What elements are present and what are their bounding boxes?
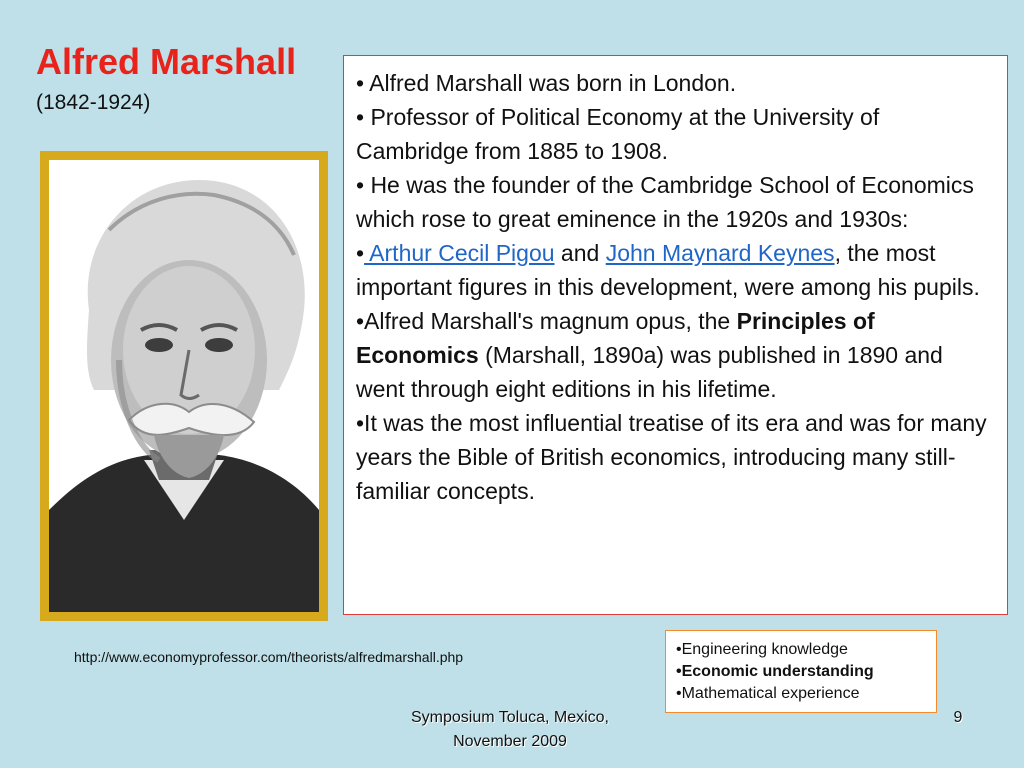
main-text-box <box>343 55 1008 615</box>
bullet-pupils-suffix: , the most important figures in this development, were among his pupils. <box>356 240 980 300</box>
keynes-link[interactable]: John Maynard Keynes <box>605 240 835 266</box>
bullet-professor: • Professor of Political Economy at the University of Cambridge from 1885 to 1908. <box>356 104 880 164</box>
footer-line-1: Symposium Toluca, Mexico, <box>411 709 609 726</box>
portrait-frame <box>40 151 328 621</box>
bullet-opus <box>356 304 997 406</box>
bullet-born: • Alfred Marshall was born in London. <box>356 70 737 96</box>
footer-line-2: November 2009 <box>453 733 567 750</box>
bullet-pupils <box>356 236 997 304</box>
bullet-pupils-prefix: • <box>356 240 365 266</box>
bullet-pupils-and: and <box>554 240 606 266</box>
skill-economic: •Economic understanding <box>676 663 874 680</box>
footer-event <box>360 706 660 754</box>
bullet-opus-prefix: •Alfred Marshall's magnum opus, the <box>356 308 737 334</box>
lifespan-dates: (1842-1924) <box>36 91 151 114</box>
bullet-opus-suffix: (Marshall, 1890a) was published in 1890 and went through eight editions in his lifetime. <box>356 342 943 402</box>
skill-mathematical: •Mathematical experience <box>676 685 860 702</box>
bullet-founder: • He was the founder of the Cambridge School of Economics which rose to great eminence in the 1920s and 1930s: <box>356 172 974 232</box>
bullet-influence: •It was the most influential treatise of its era and was for many years the Bible of British economics, introducing many still-familiar concepts. <box>356 410 987 504</box>
slide-title: Alfred Marshall <box>36 41 297 82</box>
pigou-link[interactable]: Arthur Cecil Pigou <box>364 240 555 266</box>
page-number: 9 <box>953 709 963 726</box>
skills-box <box>665 630 937 713</box>
portrait-image <box>49 160 319 612</box>
principles-title: Principles of Economics <box>356 308 875 368</box>
skill-engineering: •Engineering knowledge <box>676 641 848 658</box>
source-url: http://www.economyprofessor.com/theorists/alfredmarshall.php <box>74 649 464 665</box>
